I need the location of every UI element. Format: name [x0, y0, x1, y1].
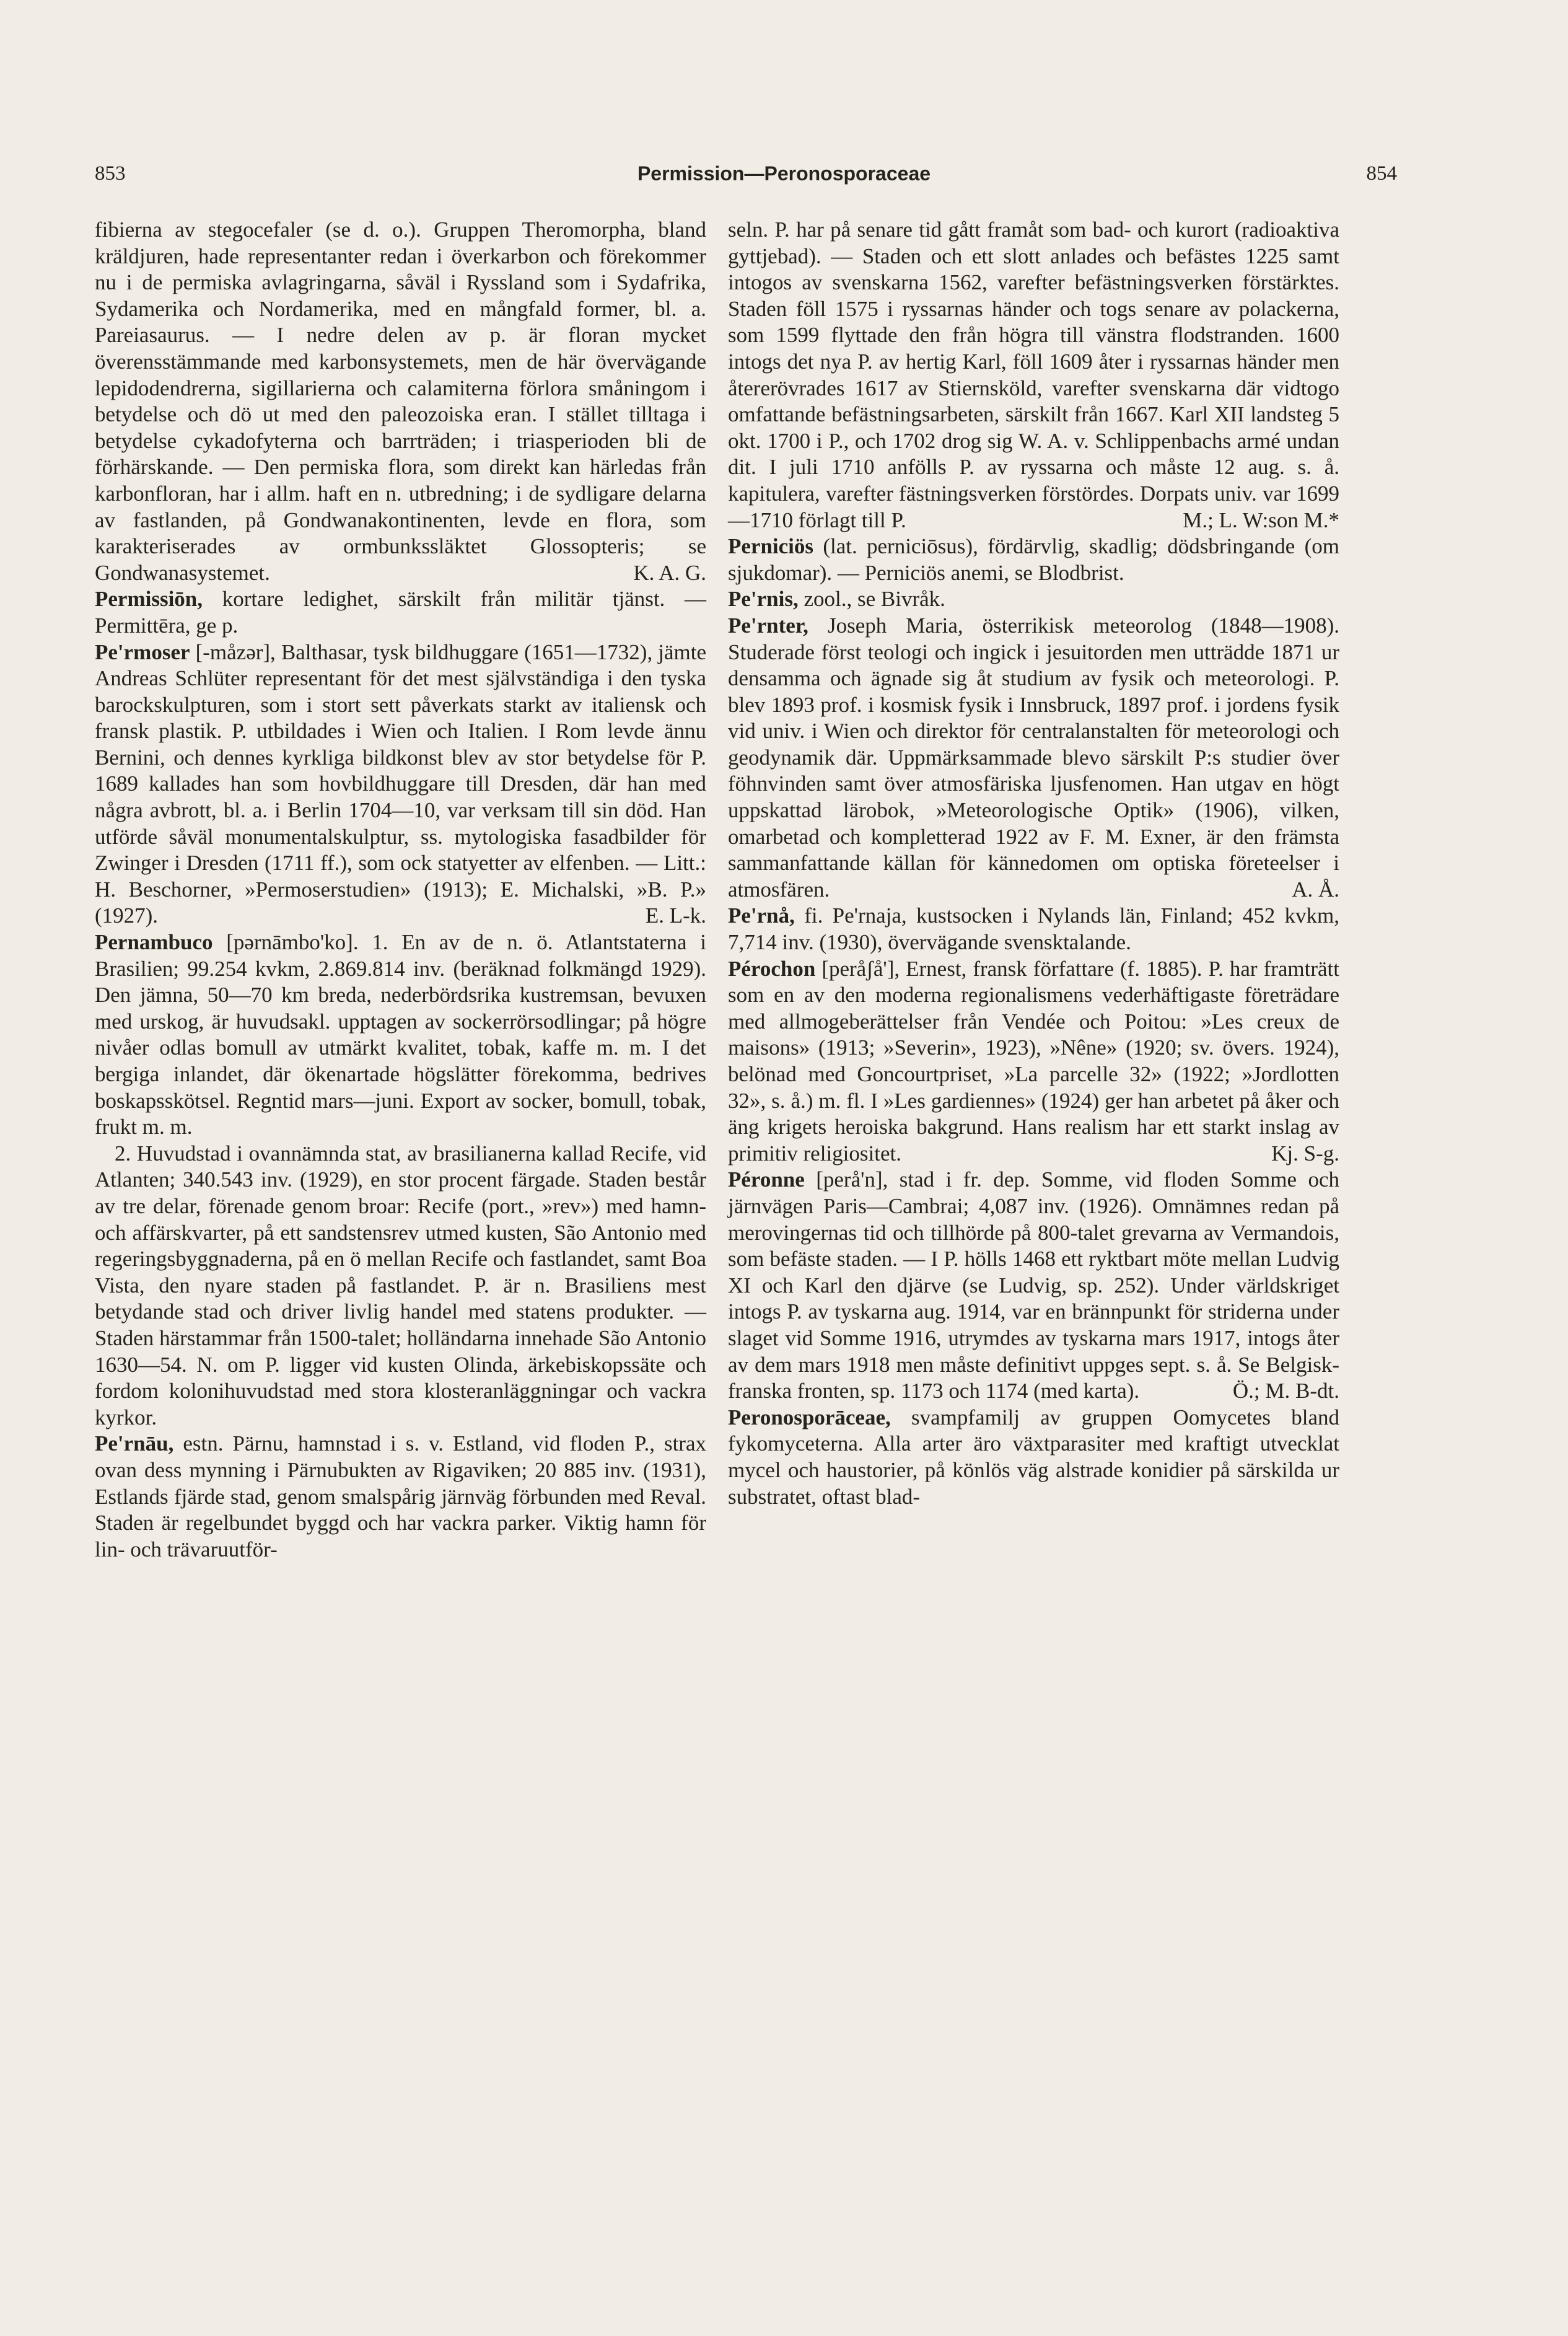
entry — [728, 217, 1339, 534]
entry — [95, 217, 706, 586]
entry-text: fi. Pe'rnaja, kustsocken i Nylands län, Finland; 452 kvkm, 7,714 inv. (1930), övervägande svensktalande. — [728, 903, 1339, 955]
entry — [95, 929, 706, 1141]
left-page-number: 853 — [95, 162, 126, 185]
entry-text: svampfamilj av gruppen Oomycetes bland fykomyceterna. Alla arter äro växtparasiter med kraftigt utvecklat mycel och haustorier, på könlös väg alstrade konidier på särskilda ur substratet, oftast blad- — [728, 1405, 1339, 1509]
entry-text: (lat. perniciōsus), fördärvlig, skadlig; dödsbringande (om sjukdomar). — Perniciös anemi, se Blodbrist. — [728, 534, 1339, 585]
entry-headword: Pe'rnis, — [728, 587, 799, 612]
entry-text: estn. Pärnu, hamnstad i s. v. Estland, vid floden P., strax ovan dess mynning i Pärnubukten av Rigaviken; 20 885 inv. (1931), Estlands fjärde stad, genom smalspårig järnväg förbunden med Reval. Staden är regelbundet byggd och har vackra parker. Viktig hamn för lin- och trävaruutför- — [95, 1431, 706, 1561]
entry — [728, 534, 1339, 586]
entry-signature: M.; L. W:son M.* — [1183, 507, 1339, 532]
running-title: Permission—Peronosporaceae — [637, 162, 931, 185]
entry — [728, 903, 1339, 955]
entry-text: fibierna av stegocefaler (se d. o.). Gruppen Theromorpha, bland kräldjuren, hade representanter redan i överkarbon och förekommer nu i de permiska avlagringarna, såväl i Ryssland som i Sydafrika, Sydamerika och Nordamerika, med en mångfald former, bl. a. Pareiasaurus. — I nedre delen av p. är floran mycket överensstämmande med karbonsystemets, men de här övervägande lepidodendrerna, sigillarierna och calamiterna förlora småningom i betydelse och dö ut med den paleozoiska eran. I stället tilltaga i betydelse cykadofyterna och barrträden; i triasperioden bli de förhärskande. — Den permiska flora, som direkt kan härledas från karbonfloran, har i allm. haft en n. utbredning; i de sydligare delarna av fastlanden, på Gondwanakontinenten, levde en flora, som karakteriserades av ormbunkssläktet Glossopteris; se Gondwanasystemet. — [95, 217, 706, 585]
right-column — [728, 217, 1339, 1510]
entry-headword: Pe'rnter, — [728, 613, 808, 638]
entry-headword: Pe'rnå, — [728, 903, 795, 928]
entry-signature: Ö.; M. B-dt. — [1232, 1379, 1339, 1403]
entry — [95, 1141, 706, 1431]
entry-text: kortare ledighet, särskilt från militär tjänst. — Permittēra, ge p. — [95, 587, 707, 638]
entry — [95, 639, 706, 930]
entry-headword: Péronne — [728, 1167, 805, 1192]
entry-text: Joseph Maria, österrikisk meteorolog (1848—1908). Studerade först teologi och ingick i jesuitorden men utträdde 1871 ur densamma och ägnade sig åt studium av fysik och meteorologi. P. blev 1893 prof. i kosmisk fysik i Innsbruck, 1897 prof. i jordens fysik vid univ. i Wien och direktor för centralanstalten för meteorologi och geodynamik där. Uppmärksammade blevo särskilt P:s studier över föhnvinden samt över atmosfäriska ljusfenomen. Han utgav en högt uppskattad lärobok, »Meteorologische Optik» (1906), vilken, omarbetad och kompletterad 1922 av F. M. Exner, är den främsta sammanfattande källan för kännedomen om optiska företeelser i atmosfären. — [728, 613, 1340, 902]
right-page-number: 854 — [1366, 162, 1397, 185]
entry — [728, 613, 1339, 903]
entry — [728, 586, 1339, 613]
entry-signature: Kj. S-g. — [1271, 1141, 1339, 1166]
entry-headword: Pérochon — [728, 956, 816, 981]
entry-text: [perå'n], stad i fr. dep. Somme, vid floden Somme och järnvägen Paris—Cambrai; 4,087 inv. (1926). Omnämnes redan på merovingernas tid och tillhörde på 800-talet grevarna av Vermandois, som befäste staden. — I P. hölls 1468 ett ryktbart möte mellan Ludvig XI och Karl den djärve (se Ludvig, sp. 252). Under världskriget intogs P. av tyskarna aug. 1914, var en brännpunkt för striderna under slaget vid Somme 1916, utrymdes av tyskarna mars 1917, intogs åter av dem mars 1918 men måste definitivt uppges sept. s. å. Se Belgisk-franska fronten, sp. 1173 och 1174 (med karta). — [728, 1167, 1340, 1403]
left-column — [95, 217, 706, 1563]
entry — [728, 1405, 1339, 1510]
entry-text: [-måzər], Balthasar, tysk bildhuggare (1651—1732), jämte Andreas Schlüter representant för det mest självständiga i den tyska barockskulpturen, som i stort sett påverkats starkt av italiensk och fransk plastik. P. utbildades i Wien och Italien. I Rom levde ännu Bernini, och dennes kyrkliga bildkonst blev av stor betydelse för P. 1689 kallades han som hovbildhuggare till Dresden, där han med några avbrott, bl. a. i Berlin 1704—10, var verksam till sin död. Han utförde såväl monumentalskulptur, ss. mytologiska fasadbilder för Zwinger i Dresden (1711 ff.), som ock statyetter av elfenben. — Litt.: H. Beschorner, »Permoserstudien» (1913); E. Michalski, »B. P.» (1927). — [95, 639, 707, 928]
entry-headword: Perniciös — [728, 534, 814, 559]
entry-text: 2. Huvudstad i ovannämnda stat, av brasilianerna kallad Recife, vid Atlanten; 340.543 inv. (1929), en stor procent färgade. Staden består av tre delar, förenade genom broar: Recife (port., »rev») med hamn- och affärskvarter, på ett sandstensrev utmed kusten, São Antonio med regeringsbyggnaderna, på en ö mellan Recife och fastlandet, samt Boa Vista, den nyare staden på fastlandet. P. är n. Brasiliens mest betydande stad och driver livlig handel med statens produkter. — Staden härstammar från 1500-talet; holländarna innehade São Antonio 1630—54. N. om P. ligger vid kusten Olinda, ärkebiskopssäte och fordom kolonihuvudstad med stora klosteranläggningar och vackra kyrkor. — [95, 1141, 706, 1429]
entry-signature: K. A. G. — [633, 560, 706, 585]
entry-headword: Pe'rmoser — [95, 639, 190, 664]
entry-headword: Pe'rnāu, — [95, 1431, 174, 1456]
entry-text: seln. P. har på senare tid gått framåt som bad- och kurort (radioaktiva gyttjebad). — Staden och ett slott anlades och befästes 1225 samt intogos av svenskarna 1562, varefter befästningsverken förstärktes. Staden föll 1575 i ryssarnas händer och togs senare av polackerna, som 1599 flyttade den från högra till vänstra flodstranden. 1600 intogs det nya P. av hertig Karl, föll 1609 åter i ryssarnas händer men återerövrades 1617 av Stiernsköld, varefter svenskarna där vidtogo omfattande befästningsarbeten, särskilt från 1667. Karl XII landsteg 5 okt. 1700 i P., och 1702 drog sig W. A. v. Schlippenbachs armé undan dit. I juli 1710 anfölls P. av ryssarna och måste 12 aug. s. å. kapitulera, varefter fästningsverken förstördes. Dorpats univ. var 1699—1710 förlagt till P. — [728, 217, 1339, 532]
entry-signature: A. Å. — [1292, 877, 1339, 902]
entry-text: [pərnāmbo'ko]. 1. En av de n. ö. Atlantstaterna i Brasilien; 99.254 kvkm, 2.869.814 inv. (beräknad folkmängd 1929). Den jämna, 50—70 km breda, nederbördsrika kustremsan, bevuxen med urskog, är huvudsakl. upptagen av sockerrörsodlingar; på högre nivåer odlas bomull av utmärkt kvalitet, tobak, kaffe m. m. I det bergiga inlandet, där ökenartade högslätter förekomma, bedrives boskapsskötsel. Regntid mars—juni. Export av socker, bomull, tobak, frukt m. m. — [95, 930, 706, 1139]
entry-signature: E. L-k. — [645, 903, 706, 928]
entry-text: zool., se Bivråk. — [804, 587, 945, 612]
entry-text: [peråʃå'], Ernest, fransk författare (f. 1885). P. har framträtt som en av den moderna regionalismens vederhäftigaste företrädare med allmogeberättelser från Vendée och Poitou: »Les creux de maisons» (1913; »Severin», 1923), »Nêne» (1920; sv. övers. 1924), belönad med Goncourtpriset, »La parcelle 32» (1922; »Jordlotten 32», s. å.) m. fl. I »Les gardiennes» (1924) ger han arbetet på åker och äng krigets heroiska bakgrund. Hans realism har ett starkt inslag av primitiv religiositet. — [728, 956, 1340, 1166]
entry — [95, 586, 706, 639]
entry — [728, 956, 1339, 1167]
entry — [95, 1431, 706, 1563]
entry-headword: Pernambuco — [95, 930, 213, 955]
entry — [728, 1167, 1339, 1404]
entry-headword: Permissiōn, — [95, 587, 203, 612]
entry-headword: Peronosporāceae, — [728, 1405, 891, 1429]
